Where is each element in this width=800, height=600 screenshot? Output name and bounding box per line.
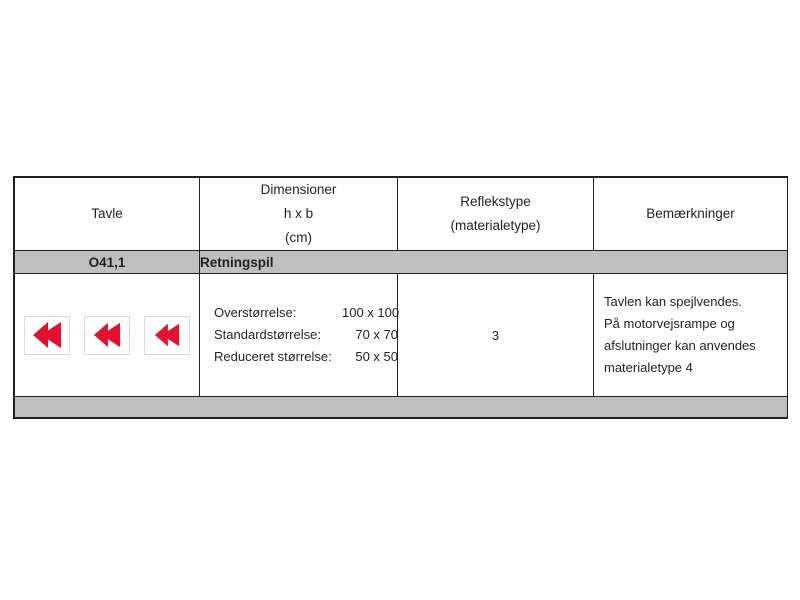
sign-band-row bbox=[15, 251, 788, 274]
chevron-sign-large bbox=[24, 316, 70, 355]
remarks-cell bbox=[594, 274, 788, 397]
remarks-list bbox=[594, 287, 787, 383]
header-reflekstype-line2: (materialetype) bbox=[450, 218, 541, 233]
chevron-sign-reduced bbox=[144, 316, 190, 355]
chevron-left-icon bbox=[153, 322, 181, 348]
remark-line-3: afslutninger kan anvendes bbox=[604, 338, 756, 353]
remark-line-1: Tavlen kan spejlvendes. bbox=[604, 294, 743, 309]
dimension-row-reduced bbox=[214, 346, 398, 368]
dimension-row-oversize bbox=[214, 302, 400, 324]
dimension-value-oversize: 100 x 100 bbox=[342, 305, 400, 320]
sign-graphics-cell bbox=[15, 274, 200, 397]
header-bemaerkninger-line1: Bemærkninger bbox=[646, 206, 735, 221]
chevron-sign-standard bbox=[84, 316, 130, 355]
chevron-left-icon bbox=[31, 320, 63, 350]
footer-band-cell bbox=[15, 397, 788, 418]
header-dimensioner-line2: h x b bbox=[283, 206, 314, 221]
dimension-value-standard: 70 x 70 bbox=[355, 327, 398, 342]
dimensions-list bbox=[200, 298, 400, 372]
sign-name: Retningspil bbox=[200, 251, 788, 274]
sign-code: O41,1 bbox=[15, 251, 200, 274]
header-cell-reflekstype bbox=[398, 178, 594, 251]
dimensions-cell bbox=[200, 274, 398, 397]
dimension-label-standard: Standardstørrelse: bbox=[214, 327, 321, 342]
header-reflekstype-line1: Reflekstype bbox=[460, 194, 531, 209]
table-header-row bbox=[15, 178, 788, 251]
sign-table bbox=[14, 177, 788, 418]
header-dimensioner-line3: (cm) bbox=[285, 230, 312, 245]
remark-line-4: materialetype 4 bbox=[604, 360, 693, 375]
road-sign-spec-table bbox=[13, 176, 788, 419]
dimension-row-standard bbox=[214, 324, 398, 346]
table-footer-band bbox=[15, 397, 788, 418]
dimension-label-oversize: Overstørrelse: bbox=[214, 305, 297, 320]
header-cell-dimensioner bbox=[200, 178, 398, 251]
remark-line-2: På motorvejsrampe og bbox=[604, 316, 735, 331]
chevron-sign-group bbox=[15, 316, 199, 355]
table-row bbox=[15, 274, 788, 397]
chevron-left-icon bbox=[92, 321, 122, 349]
header-tavle-line1: Tavle bbox=[91, 206, 123, 221]
dimension-label-reduced: Reduceret størrelse: bbox=[214, 349, 332, 364]
header-cell-tavle bbox=[15, 178, 200, 251]
header-dimensioner-line1: Dimensioner bbox=[260, 182, 337, 197]
header-cell-bemaerkninger bbox=[594, 178, 788, 251]
reflex-type-cell: 3 bbox=[398, 274, 594, 397]
dimension-value-reduced: 50 x 50 bbox=[355, 349, 398, 364]
